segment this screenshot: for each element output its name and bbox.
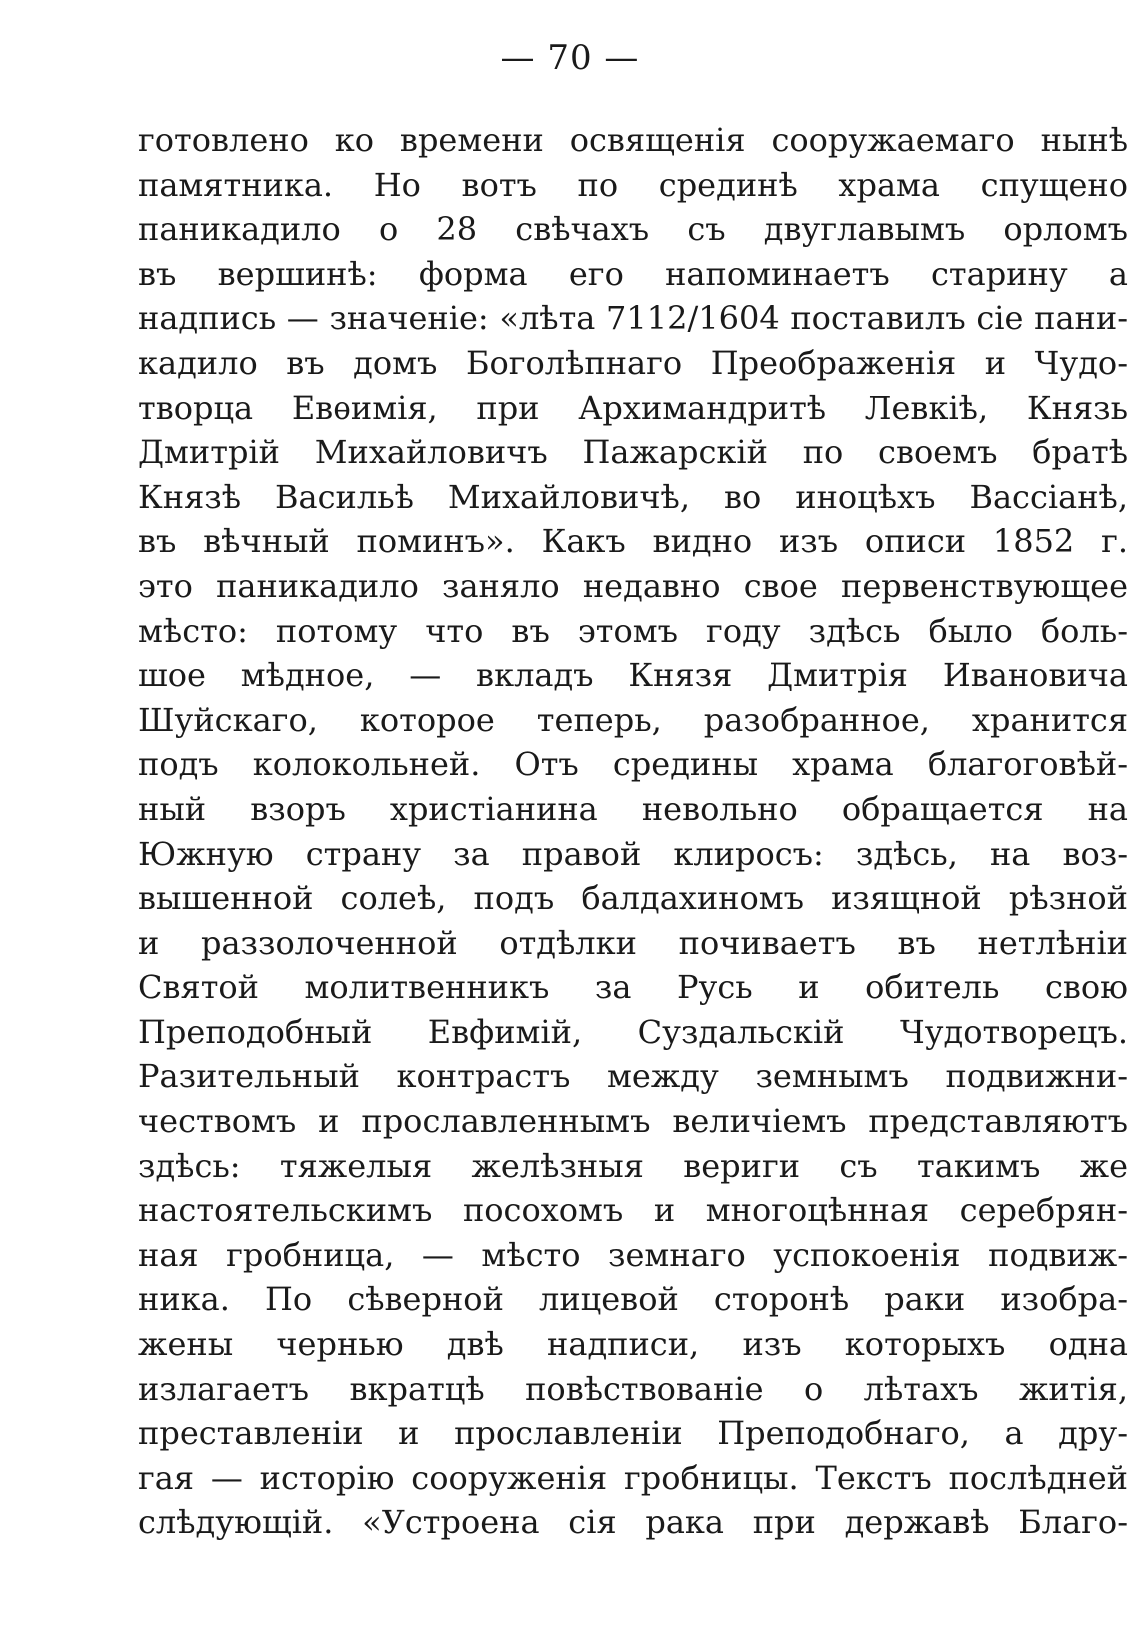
text-line: чествомъ и прославленнымъ величіемъ представляютъ: [138, 1102, 1128, 1141]
text-line: слѣдующій. «Устроена сія рака при державѣ Благо-: [138, 1503, 1128, 1542]
text-line: Шуйскаго, которое теперь, разобранное, хранится: [138, 700, 1128, 739]
text-line: памятника. Но вотъ по срединѣ храма спущено: [138, 165, 1128, 204]
text-line: Разительный контрастъ между земнымъ подвижни-: [138, 1057, 1128, 1096]
text-line: творца Евѳимія, при Архимандритѣ Левкіѣ, Князь: [138, 388, 1128, 427]
text-line: готовлено ко времени освященія сооружаемаго нынѣ: [138, 121, 1128, 159]
text-line: кадило въ домъ Боголѣпнаго Преображенія и Чудо-: [138, 343, 1128, 382]
text-line: жены чернью двѣ надписи, изъ которыхъ одна: [138, 1325, 1128, 1364]
text-line: настоятельскимъ посохомъ и многоцѣнная серебрян-: [138, 1191, 1128, 1230]
text-line: паникадило о 28 свѣчахъ съ двуглавымъ орломъ: [138, 210, 1128, 249]
text-line: это паникадило заняло недавно свое первенствующее: [138, 566, 1128, 605]
text-line: шое мѣдное, — вкладъ Князя Дмитрія Ивановича: [138, 656, 1128, 695]
text-line: Святой молитвенникъ за Русь и обитель свою: [138, 968, 1128, 1007]
text-line: Преподобный Евфимій, Суздальскій Чудотворецъ.: [138, 1012, 1128, 1051]
text-line: Дмитрій Михайловичъ Пажарскій по своемъ братѣ: [138, 433, 1128, 472]
text-line: излагаетъ вкратцѣ повѣствованіе о лѣтахъ житія,: [138, 1369, 1128, 1408]
text-line: здѣсь: тяжелыя желѣзныя вериги съ такимъ же: [138, 1146, 1128, 1185]
text-line: ника. По сѣверной лицевой сторонѣ раки изобра-: [138, 1280, 1128, 1319]
text-line: подъ колокольней. Отъ средины храма благоговѣй-: [138, 745, 1128, 784]
text-line: и раззолоченной отдѣлки почиваетъ въ нетлѣніи: [138, 923, 1128, 962]
text-line: надпись — значеніе: «лѣта 7112/1604 поставилъ сіе пани-: [138, 299, 1128, 338]
text-line: въ вершинѣ: форма его напоминаетъ старину а: [138, 254, 1128, 293]
body-text: [138, 118, 1128, 1545]
page-number: — 70 —: [500, 38, 640, 78]
text-line: въ вѣчный поминъ». Какъ видно изъ описи 1852 г.: [138, 522, 1128, 561]
text-line: ная гробница, — мѣсто земнаго успокоенія подвиж-: [138, 1235, 1128, 1274]
text-line: ный взоръ христіанина невольно обращается на: [138, 789, 1128, 828]
text-line: гая — исторію сооруженія гробницы. Текстъ послѣдней: [138, 1458, 1128, 1497]
text-line: Южную страну за правой клиросъ: здѣсь, на воз-: [138, 834, 1128, 873]
text-line: Князѣ Васильѣ Михайловичѣ, во иноцѣхъ Вассіанѣ,: [138, 477, 1128, 516]
text-line: вышенной солеѣ, подъ балдахиномъ изящной рѣзной: [138, 879, 1128, 918]
text-line: преставленіи и прославленіи Преподобнаго, а дру-: [138, 1414, 1128, 1453]
text-line: мѣсто: потому что въ этомъ году здѣсь было боль-: [138, 611, 1128, 650]
